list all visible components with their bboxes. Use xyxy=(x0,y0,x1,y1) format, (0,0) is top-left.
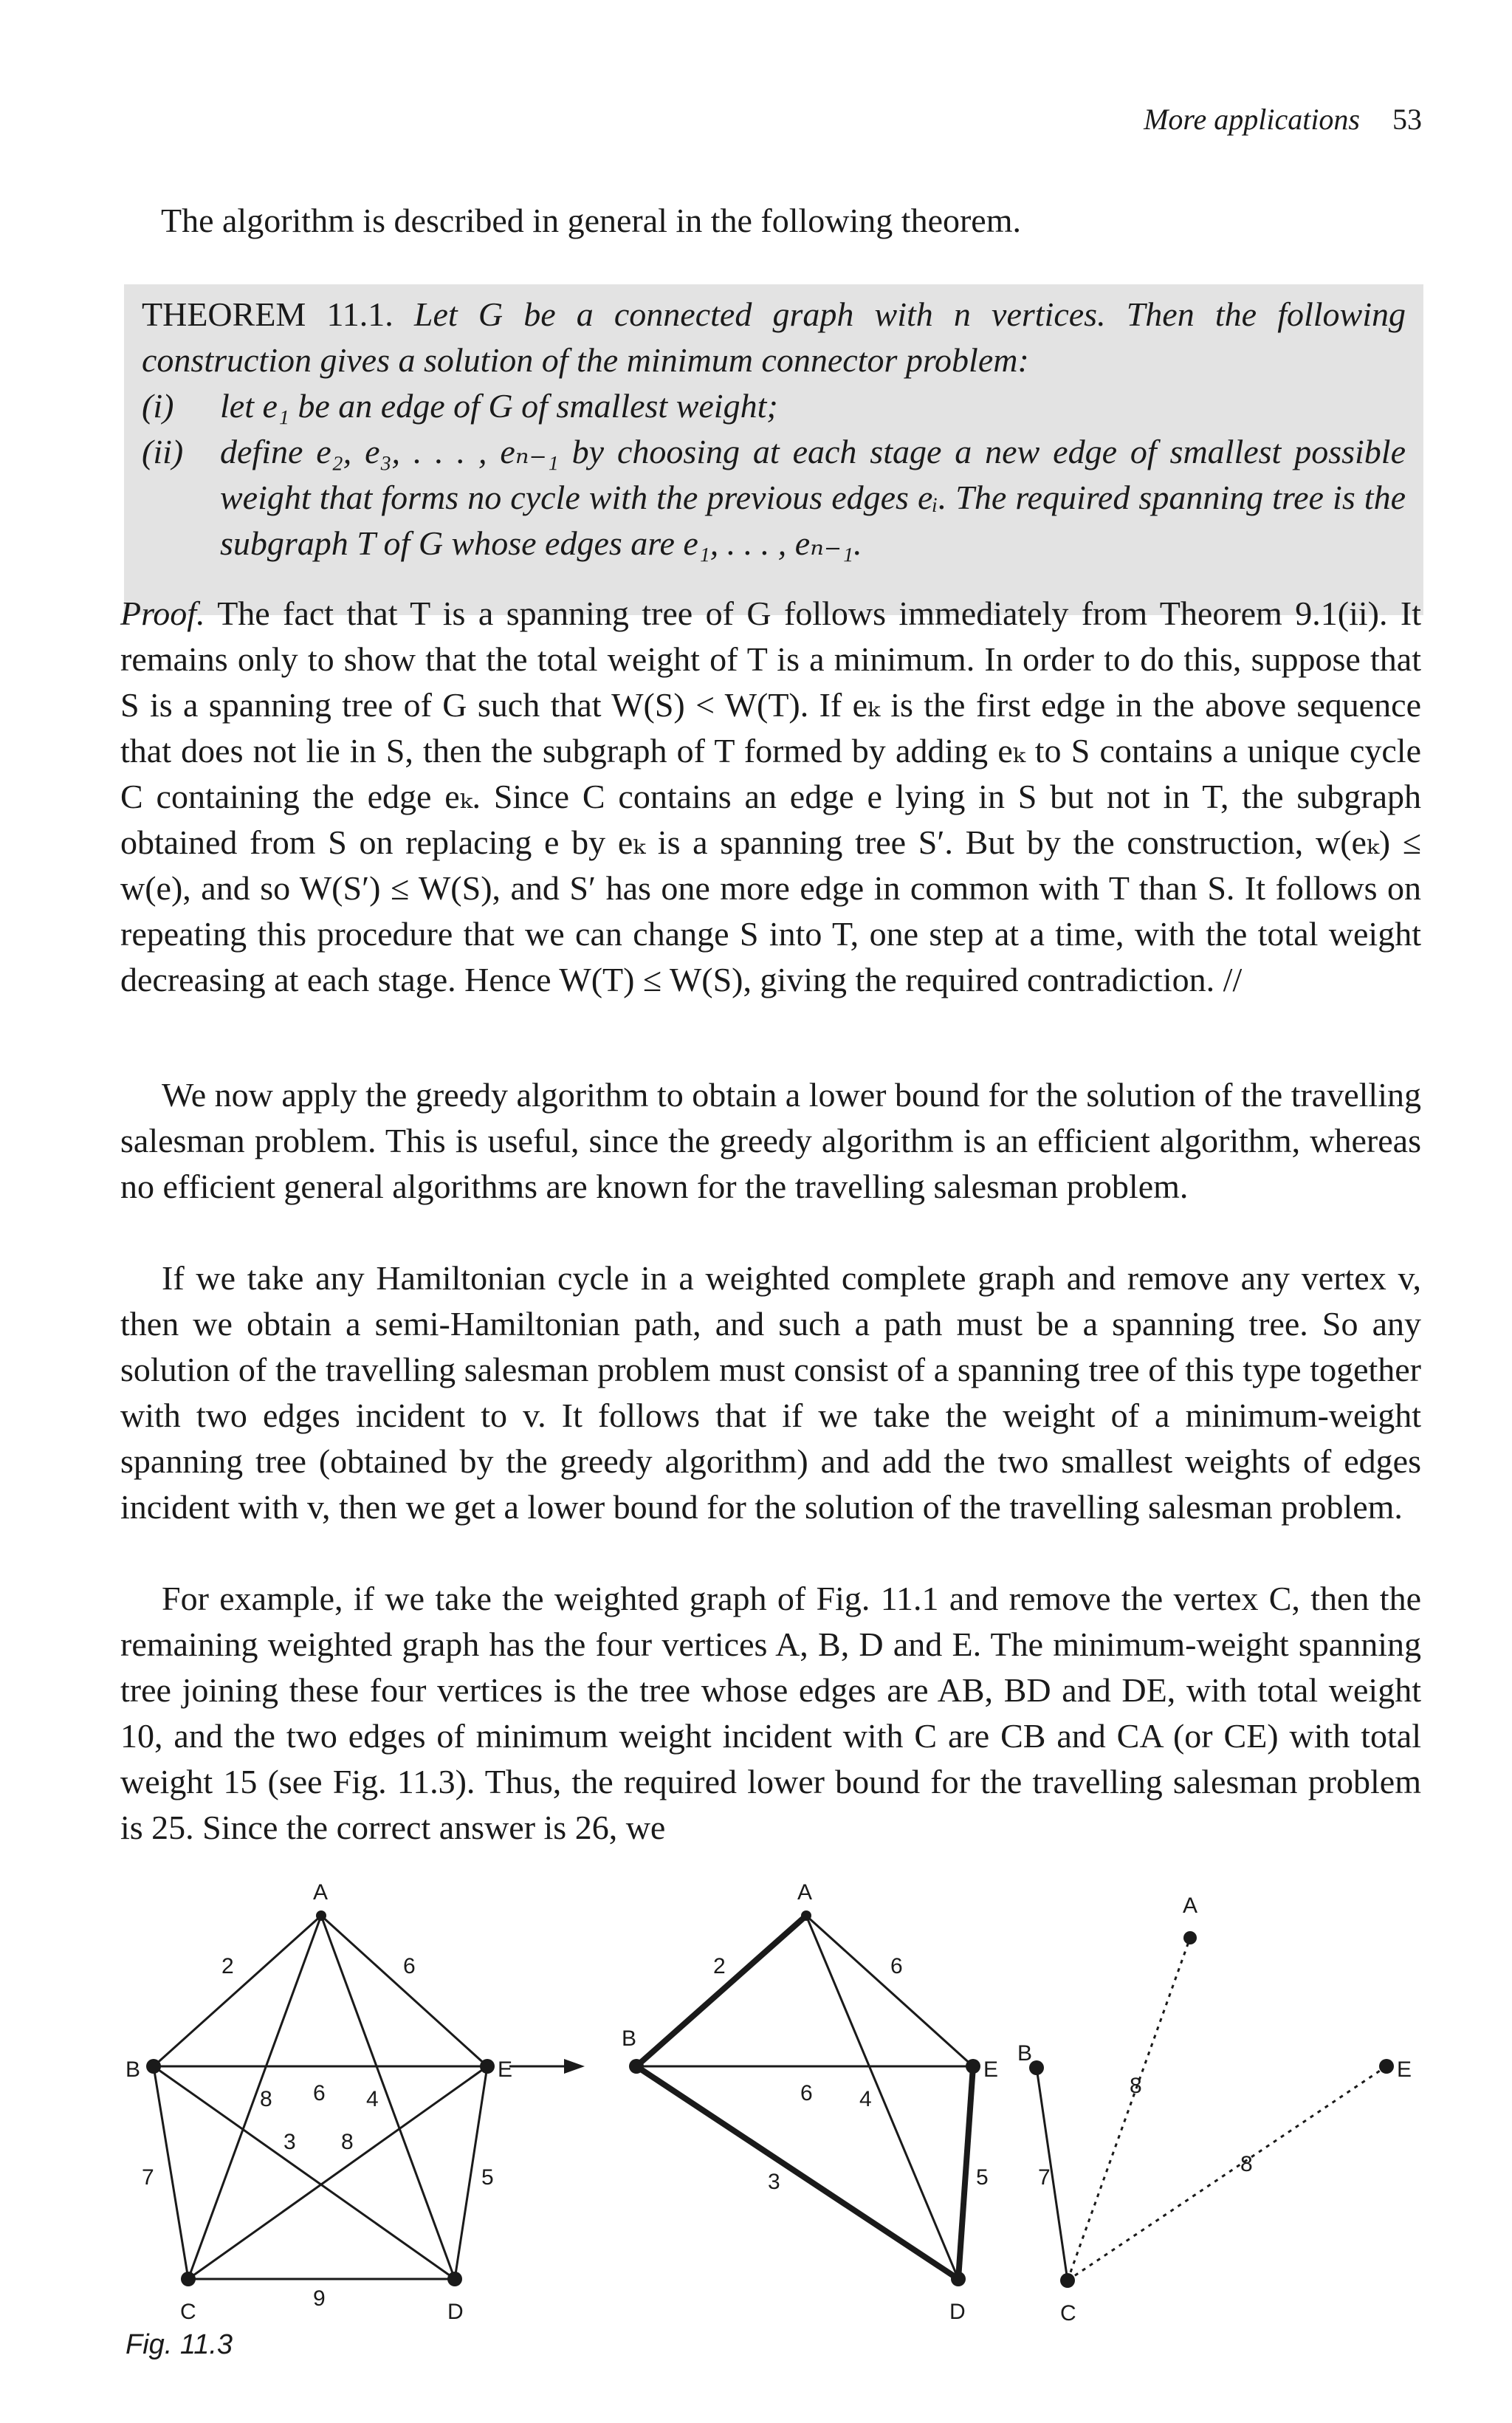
figure-caption: Fig. 11.3 xyxy=(126,2329,233,2360)
weight-label-AC: 3 xyxy=(284,2130,296,2154)
theorem-item-2 xyxy=(142,429,1406,566)
theorem-lead: Let G be a connected graph with n vertices. Then the following construction gives a solution of the minimum connector problem: xyxy=(142,295,1406,379)
theorem-label: THEOREM 11.1. xyxy=(142,295,394,333)
vertex-label-A: A xyxy=(1183,1893,1198,1918)
vertex-label-D: D xyxy=(447,2300,464,2324)
body-paragraph-1: We now apply the greedy algorithm to obtain a lower bound for the solution of the travelling salesman problem. This is useful, since the greedy algorithm is an efficient algorithm, whereas no efficient general algorithms are known for the travelling salesman problem. xyxy=(120,1076,1421,1205)
transition-arrow xyxy=(509,2059,585,2074)
vertex-label-E: E xyxy=(983,2057,999,2082)
figure-11-3 xyxy=(103,1876,1432,2363)
weight-label-AE: 6 xyxy=(890,1954,903,1978)
weight-label-BC: 7 xyxy=(142,2165,154,2190)
weight-label-DE: 5 xyxy=(976,2165,989,2190)
vertex-label-A: A xyxy=(313,1880,329,1905)
vertex-label-A: A xyxy=(797,1880,813,1905)
weight-label-CE: 8 xyxy=(1240,2152,1253,2176)
weight-label-AD: 4 xyxy=(366,2087,379,2111)
graph-incident-c-vertices xyxy=(1029,1931,1394,2288)
vertex-label-C: C xyxy=(1060,2301,1076,2326)
header-title: More applications xyxy=(1144,103,1360,136)
proof-text: The fact that T is a spanning tree of G follows immediately from Theorem 9.1(ii). It remains only to show that the total weight of T is a minimum. In order to do this, suppose that S is a spanning tree of G such that W(S) < W(T). If eₖ is the first edge in the above sequence that does not lie in S, then the subgraph of T formed by adding eₖ to S contains a unique cycle C containing the edge eₖ. Since C contains an edge e lying in S but not in T, the subgraph obtained from S on replacing e by eₖ is a spanning tree S′. But by the construction, w(eₖ) ≤ w(e), and so W(S′) ≤ W(S), and S′ has one more edge in common with T than S. It follows on repeating this procedure that we can change S into T, one step at a time, with the total weight decreasing at each stage. Hence W(T) ≤ W(S), giving the required contradiction. // xyxy=(120,594,1421,998)
weight-label-BE: 6 xyxy=(313,2081,326,2105)
weight-label-AB: 2 xyxy=(713,1954,726,1978)
theorem-box xyxy=(124,284,1423,615)
weight-label-BD: 3 xyxy=(768,2170,780,2194)
intro-sentence: The algorithm is described in general in the following theorem. xyxy=(161,202,1022,239)
vertex-label-B: B xyxy=(126,2057,141,2082)
weight-label-DE: 5 xyxy=(481,2165,494,2190)
theorem-item-text: define e₂, e₃, . . . , eₙ₋₁ by choosing at each stage a new edge of smallest possible weight that forms no cycle with the previous edges eᵢ. The required spanning tree is the subgraph T of G whose edges are e₁, . . . , eₙ₋₁. xyxy=(220,433,1406,562)
weight-label-AC: 8 xyxy=(1130,2074,1142,2098)
theorem-item-text: let e₁ be an edge of G of smallest weight; xyxy=(220,387,778,425)
graph-incident-c xyxy=(1037,1938,1386,2280)
body-paragraph-3: For example, if we take the weighted graph of Fig. 11.1 and remove the vertex C, then the remaining weighted graph has the four vertices A, B, D and E. The minimum-weight spanning tree joining these four vertices is the tree whose edges are AB, BD and DE, with total weight 10, and the two edges of minimum weight incident with C are CB and CA (or CE) with total weight 15 (see Fig. 11.3). Thus, the required lower bound for the travelling salesman problem is 25. Since the correct answer is 26, we xyxy=(120,1580,1421,1846)
running-header xyxy=(1144,102,1422,137)
proof-label: Proof. xyxy=(120,594,205,632)
weight-label-BD: 8 xyxy=(260,2087,272,2111)
vertex-label-D: D xyxy=(949,2300,966,2324)
vertex-label-E: E xyxy=(498,2057,513,2082)
page-number: 53 xyxy=(1392,103,1422,136)
theorem-item-mark: (i) xyxy=(142,387,174,425)
theorem-item-mark: (ii) xyxy=(142,433,184,470)
vertex-label-B: B xyxy=(1017,2041,1033,2066)
vertex-label-B: B xyxy=(622,2026,637,2051)
weight-label-BC: 7 xyxy=(1038,2165,1051,2190)
proof-paragraph xyxy=(120,591,1421,1003)
theorem-item-1 xyxy=(142,383,1406,429)
body-paragraph-2: If we take any Hamiltonian cycle in a weighted complete graph and remove any vertex v, then we obtain a semi-Hamiltonian path, and such a path must be a spanning tree. So any solution of the travelling salesman problem must consist of a spanning tree of this type together with two edges incident to v. It follows that if we take the weight of a minimum-weight spanning tree (obtained by the greedy algorithm) and add the two smallest weights of edges incident with v, then we get a lower bound for the solution of the travelling salesman problem. xyxy=(120,1259,1421,1526)
vertex-label-E: E xyxy=(1397,2057,1412,2082)
weight-label-AD: 4 xyxy=(859,2087,872,2111)
weight-label-CE: 8 xyxy=(341,2130,354,2154)
weight-label-BE: 6 xyxy=(800,2081,813,2105)
vertex-label-C: C xyxy=(180,2300,196,2324)
weight-label-CD: 9 xyxy=(313,2286,326,2311)
weight-label-AE: 6 xyxy=(403,1954,416,1978)
weight-label-AB: 2 xyxy=(221,1954,234,1978)
theorem-statement xyxy=(142,292,1406,383)
